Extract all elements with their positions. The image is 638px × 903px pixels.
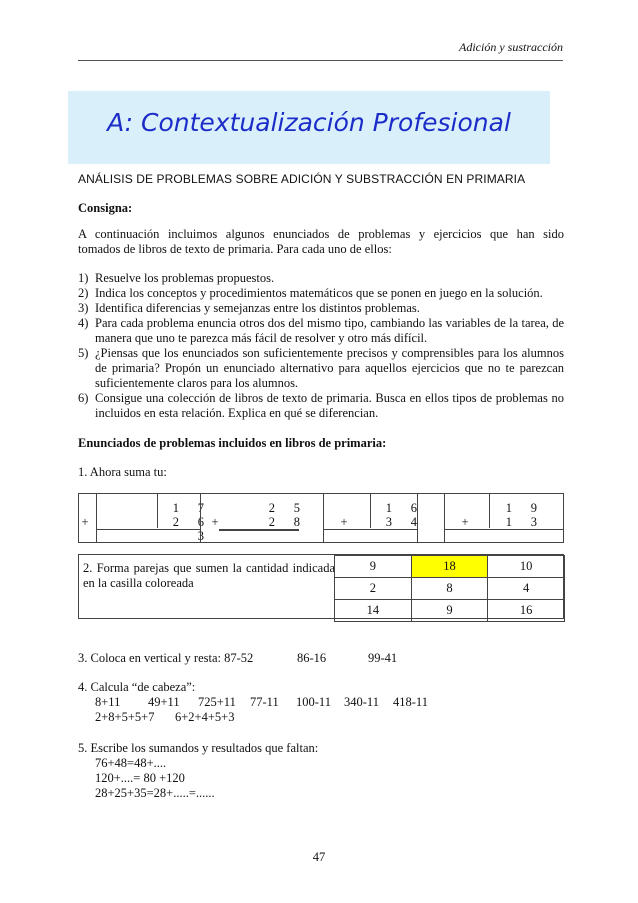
list-item: 4) Para cada problema enuncia otros dos del mismo tipo, cambiando las variables de la tarea, de manera que uno te parezca más fácil de resolver y otro más difícil. — [78, 316, 564, 345]
sum2-bottom-tens: 2 — [268, 515, 275, 529]
grid-cell: 8 — [411, 578, 488, 600]
sum3-plus: + — [340, 515, 348, 529]
grid-cell: 9 — [335, 556, 412, 578]
problem5-line: 120+....= 80 +120 — [95, 771, 185, 785]
table-divider — [444, 494, 445, 542]
grid-cell: 4 — [488, 578, 565, 600]
page-number: 47 — [312, 850, 326, 864]
sum3-top-tens: 1 — [385, 501, 392, 515]
banner-title: A: Contextualización Profesional — [107, 108, 511, 137]
problem4-item: 2+8+5+5+7 — [95, 710, 155, 724]
list-item: 5) ¿Piensas que los enunciados son suficientemente precisos y comprensibles para los alumnos de primaria? Propón un enunciado alternativo para aquellos ejercicios que no te parezcan suficientemente claros para los alumnos. — [78, 346, 564, 390]
problem4-item: 49+11 — [148, 695, 180, 709]
problem1-label: 1. Ahora suma tu: — [78, 465, 167, 479]
list-item: 3) Identifica diferencias y semejanzas entre los distintos problemas. — [78, 301, 420, 315]
table-divider — [323, 494, 324, 542]
problem5-label: 5. Escribe los sumandos y resultados que faltan: — [78, 741, 319, 755]
consigna-label: Consigna: — [78, 201, 133, 215]
enunciados-heading: Enunciados de problemas incluidos en libros de primaria: — [78, 436, 387, 450]
grid-cell: 16 — [488, 600, 565, 622]
problem3-item: 86-16 — [297, 651, 327, 665]
sum1-bottom-tens: 2 — [172, 515, 179, 529]
problem4-item: 725+11 — [198, 695, 236, 709]
sum4-top-units: 9 — [530, 501, 537, 515]
problem4-item: 100-11 — [296, 695, 331, 709]
problem5-line: 28+25+35=28+.....=...... — [95, 786, 215, 800]
sum4-top-tens: 1 — [505, 501, 512, 515]
section-heading: ANÁLISIS DE PROBLEMAS SOBRE ADICIÓN Y SUBSTRACCIÓN EN PRIMARIA — [78, 172, 526, 186]
sum4-bottom-units: 3 — [530, 515, 537, 529]
header-rule — [78, 60, 563, 61]
problem4-item: 418-11 — [393, 695, 428, 709]
problem3-label: 3. Coloca en vertical y resta: 87-52 — [78, 651, 254, 665]
grid-cell: 14 — [335, 600, 412, 622]
sum-exercises-table — [78, 493, 564, 543]
sum2-bottom-units: 8 — [293, 515, 300, 529]
sum3-top-units: 6 — [410, 501, 417, 515]
sum4-answer-line — [444, 529, 563, 530]
list-item: 6) Consigue una colección de libros de texto de primaria. Busca en ellos tipos de problemas no incluidos en esta relación. Explica en qué se diferencian. — [78, 391, 564, 420]
list-item: 2) Indica los conceptos y procedimientos matemáticos que se ponen en juego en la solución. — [78, 286, 543, 300]
problem3-item: 99-41 — [368, 651, 398, 665]
sum1-bottom-units: 6 — [197, 515, 204, 529]
sum4-plus: + — [461, 515, 469, 529]
problem4-item: 340-11 — [344, 695, 379, 709]
sum1-top-units: 7 — [197, 501, 204, 515]
sum3-answer-line — [323, 529, 417, 530]
problem4-item: 6+2+4+5+3 — [175, 710, 235, 724]
number-grid — [334, 555, 565, 622]
sum3-bottom-units: 4 — [410, 515, 417, 529]
table-divider — [96, 494, 97, 542]
table-divider — [157, 494, 158, 528]
table-divider — [370, 494, 371, 528]
grid-cell-highlighted: 18 — [411, 556, 488, 578]
list-item: 1) Resuelve los problemas propuestos. — [78, 271, 275, 285]
table-divider — [489, 494, 490, 528]
problem4-item: 8+11 — [95, 695, 121, 709]
sum1-answer-line — [96, 529, 200, 530]
pairs-exercise-box — [78, 554, 564, 619]
running-header: Adición y sustracción — [459, 40, 563, 54]
sum1-result-units: 3 — [197, 529, 204, 543]
sum2-answer-line — [219, 529, 299, 531]
sum3-bottom-tens: 3 — [385, 515, 392, 529]
sum2-top-tens: 2 — [268, 501, 275, 515]
table-divider — [417, 494, 418, 542]
title-banner — [68, 91, 550, 164]
sum1-top-tens: 1 — [172, 501, 179, 515]
consigna-intro-line1: A continuación incluimos algunos enunciados de problemas y ejercicios que han sido — [78, 227, 564, 241]
consigna-intro-line2: tomados de libros de texto de primaria. Para cada uno de ellos: — [78, 242, 392, 256]
problem5-line: 76+48=48+.... — [95, 756, 167, 770]
table-divider — [200, 494, 201, 542]
grid-cell: 9 — [411, 600, 488, 622]
grid-cell: 2 — [335, 578, 412, 600]
problem2-text: 2. Forma parejas que sumen la cantidad indicada en la casilla coloreada — [83, 561, 335, 590]
task-list — [78, 271, 564, 421]
grid-cell: 10 — [488, 556, 565, 578]
sum1-plus: + — [81, 515, 89, 529]
problem4-label: 4. Calcula “de cabeza”: — [78, 680, 196, 694]
problem4-item: 77-11 — [250, 695, 279, 709]
sum2-plus: + — [211, 515, 219, 529]
sum4-bottom-tens: 1 — [505, 515, 512, 529]
sum2-top-units: 5 — [293, 501, 300, 515]
